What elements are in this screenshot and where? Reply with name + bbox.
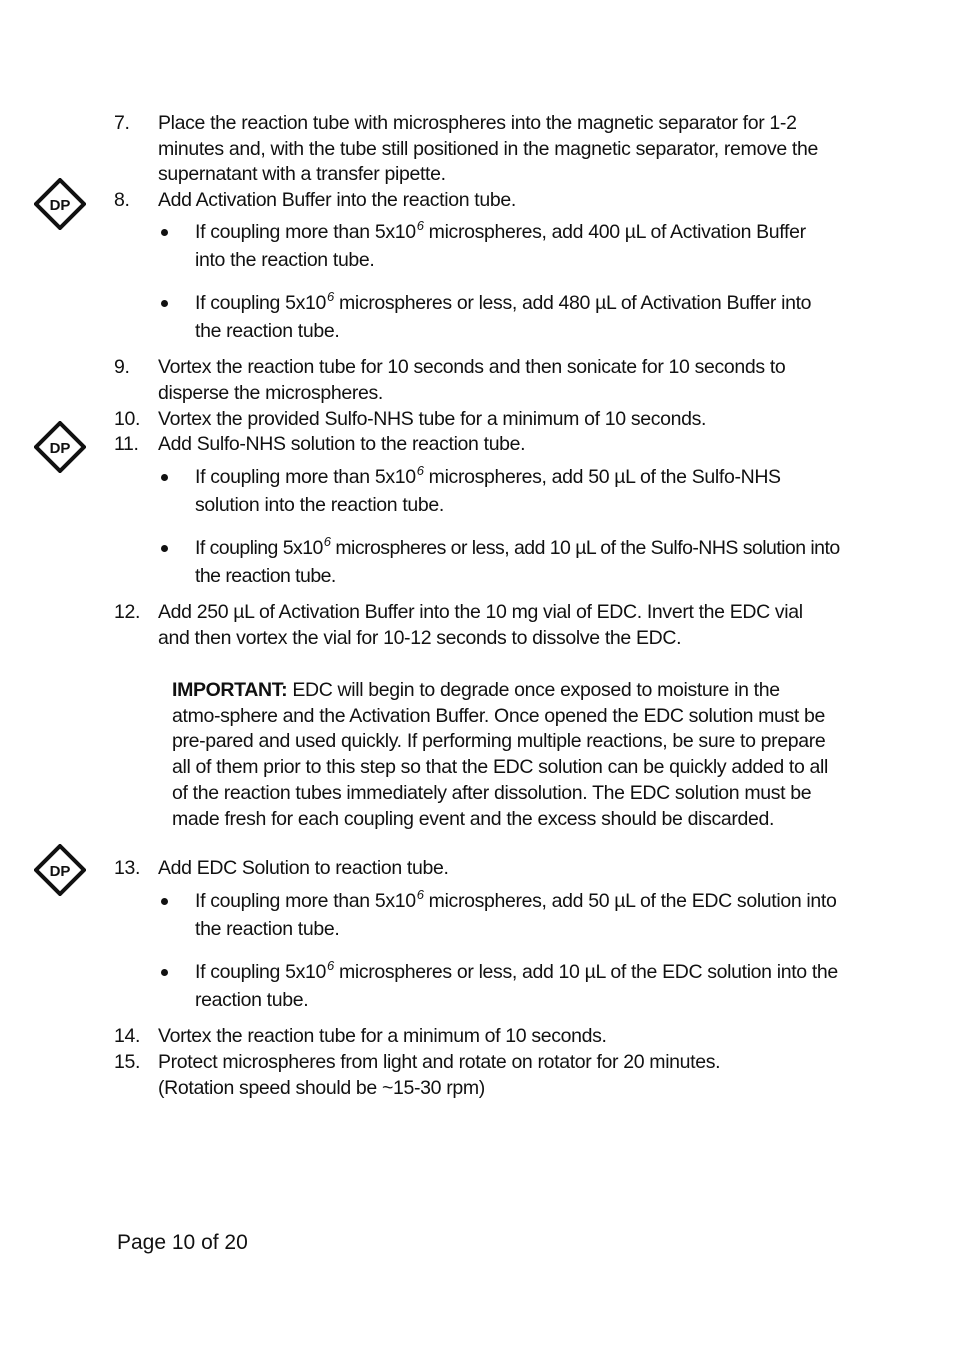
step-number: 12. xyxy=(114,601,141,623)
step-text: Add EDC Solution to reaction tube. xyxy=(158,857,449,879)
step-text xyxy=(158,1050,838,1101)
bullet-text: If coupling more than $5x10^6$ microspheres, add 50 µL of the Sulfo-NHS solution into the reaction tube. xyxy=(195,463,781,516)
bullet-dot xyxy=(161,474,168,481)
step-number: 15. xyxy=(114,1051,141,1073)
step-text: Add Sulfo-NHS solution to the reaction tube. xyxy=(158,433,526,455)
important-text: EDC will begin to degrade once exposed to moisture in the atmo-sphere and the Activation Buffer. Once opened the EDC solution must be pre-pared and used quickly. If performing multiple reactions, be sure to prepare all of them prior to this step so that the EDC solution can be quickly added to all of the reaction tubes immediately after dissolution. The EDC solution must be made fresh for each coupling event and the excess should be discarded. xyxy=(172,679,828,830)
step-number: 13. xyxy=(114,857,141,879)
important-label: IMPORTANT: xyxy=(172,679,288,701)
bullet-dot xyxy=(161,969,168,976)
important-note xyxy=(172,678,832,832)
dp-label: DP xyxy=(49,440,71,457)
page-number: Page 10 of 20 xyxy=(117,1231,248,1254)
step-number: 9. xyxy=(114,356,130,378)
dp-diamond-icon xyxy=(34,178,86,230)
step-text-line: (Rotation speed should be ~15-30 rpm) xyxy=(158,1076,485,1099)
step-text-line: Protect microspheres from light and rotate on rotator for 20 minutes. xyxy=(158,1051,721,1073)
step-number: 8. xyxy=(114,189,130,211)
step-text: Place the reaction tube with microspheres into the magnetic separator for 1-2 minutes and, with the tube still positioned in the magnetic separator, remove the supernatant with a transfer pipette. xyxy=(158,112,818,185)
bullet-text: If coupling $5x10^6$ microspheres or less, add 10 µL of the Sulfo-NHS solution into the reaction tube. xyxy=(195,534,840,587)
step-text: Add Activation Buffer into the reaction tube. xyxy=(158,189,516,211)
bullet-dot xyxy=(161,300,168,307)
bullet-text: If coupling more than $5x10^6$ microspheres, add 400 µL of Activation Buffer into the reaction tube. xyxy=(195,218,806,271)
bullet-dot xyxy=(161,229,168,236)
step-text: Vortex the provided Sulfo-NHS tube for a minimum of 10 seconds. xyxy=(158,408,707,430)
dp-label: DP xyxy=(49,863,71,880)
step-text: Add 250 µL of Activation Buffer into the 10 mg vial of EDC. Invert the EDC vial and then vortex the vial for 10-12 seconds to dissolve the EDC. xyxy=(158,601,803,649)
bullet-text: If coupling $5x10^6$ microspheres or less, add 10 µL of the EDC solution into the reaction tube. xyxy=(195,958,838,1011)
bullet-text: If coupling more than $5x10^6$ microspheres, add 50 µL of the EDC solution into the reaction tube. xyxy=(195,887,837,940)
bullet-dot xyxy=(161,545,168,552)
step-number: 7. xyxy=(114,112,130,134)
step-number: 10. xyxy=(114,408,141,430)
step-text: Vortex the reaction tube for 10 seconds and then sonicate for 10 seconds to disperse the microspheres. xyxy=(158,356,786,404)
dp-diamond-icon xyxy=(34,421,86,473)
dp-label: DP xyxy=(49,197,71,214)
step-number: 14. xyxy=(114,1025,141,1047)
dp-diamond-icon xyxy=(34,844,86,896)
step-text: Vortex the reaction tube for a minimum of 10 seconds. xyxy=(158,1025,607,1047)
bullet-dot xyxy=(161,898,168,905)
step-number: 11. xyxy=(114,433,139,455)
bullet-text: If coupling $5x10^6$ microspheres or less, add 480 µL of Activation Buffer into the reaction tube. xyxy=(195,289,812,342)
